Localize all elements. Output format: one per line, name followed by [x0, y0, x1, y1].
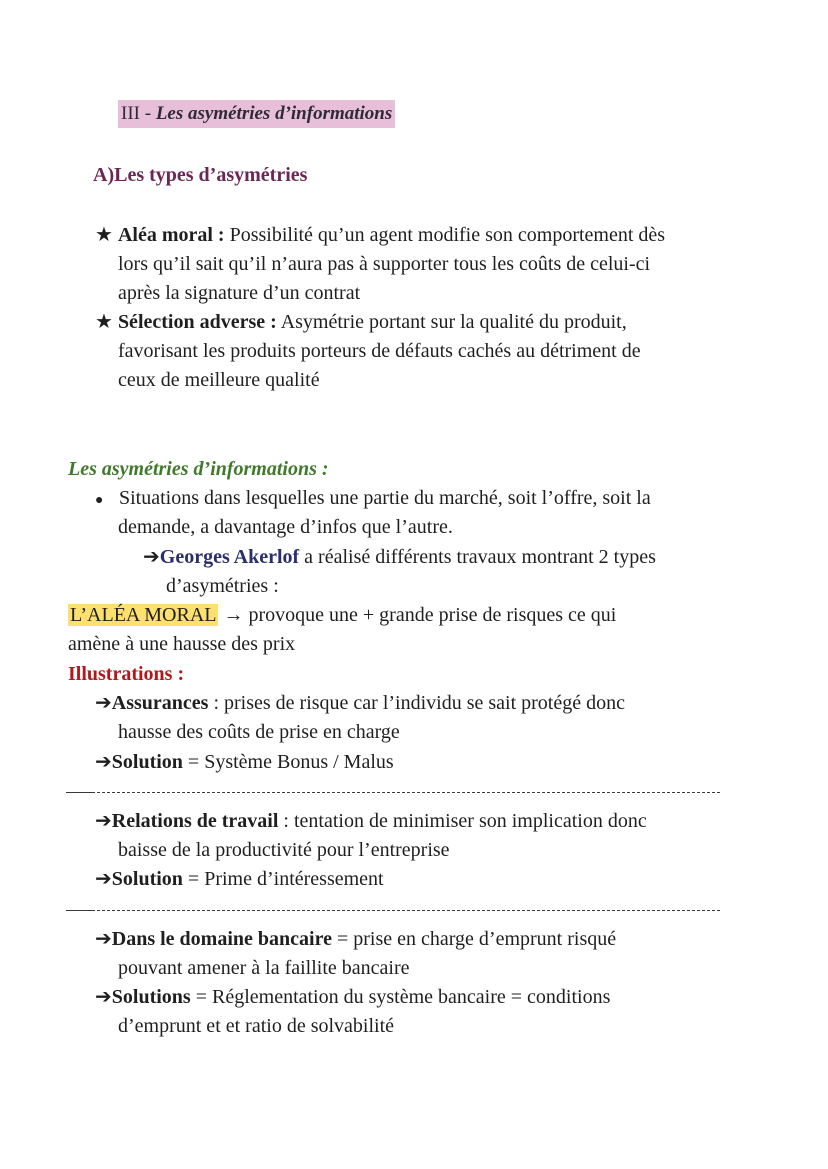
akerlof-name: Georges Akerlof — [159, 546, 300, 568]
section-numeral: III — [121, 103, 140, 124]
illustration-term: Solution — [111, 868, 183, 890]
subsection-title: Les types d’asymétries — [114, 164, 308, 186]
asymmetries-bullet — [95, 484, 651, 515]
illustration-text-line: baisse de la productivité pour l’entreprise — [118, 839, 450, 861]
arrow-icon: ➔ — [143, 546, 160, 568]
arrow-icon: ➔ — [95, 868, 112, 890]
section-title-text: Les asymétries d’informations — [155, 103, 393, 124]
illustration-term: Solution — [111, 751, 183, 773]
type-text: Asymétrie portant sur la qualité du produit, — [276, 311, 627, 333]
illustration-term: Relations de travail — [111, 810, 279, 832]
type-text-line: lors qu’il sait qu’il n’aura pas à supporter tous les coûts de celui-ci — [118, 253, 651, 275]
type-text-line: après la signature d’un contrat — [118, 282, 361, 304]
arrow-icon: ➔ — [95, 692, 112, 714]
type-term: Sélection adverse : — [117, 311, 277, 333]
illustration-text-line: hausse des coûts de prise en charge — [118, 721, 400, 743]
illustration-term: Dans le domaine bancaire — [111, 928, 332, 950]
illustration-item — [95, 807, 647, 836]
bullet-text-line: demande, a davantage d’infos que l’autre. — [118, 516, 453, 538]
illustration-text: : prises de risque car l’individu se sait protégé donc — [208, 692, 625, 714]
separator-lead — [66, 792, 92, 793]
alea-moral-highlight: L’ALÉA MORAL — [70, 604, 217, 626]
type-text-line: favorisant les produits porteurs de défauts cachés au détriment de — [118, 340, 641, 362]
illustration-text: = prise en charge d’emprunt risqué — [331, 928, 617, 950]
asymmetries-title: Les asymétries d’informations : — [68, 458, 329, 480]
alea-moral-text: → provoque une + grande prise de risques ce qui — [218, 604, 617, 626]
star-icon: ★ — [95, 224, 113, 246]
type-item-selection-adverse — [95, 308, 627, 337]
illustrations-title: Illustrations : — [68, 663, 185, 685]
illustration-item — [95, 748, 394, 777]
type-text: Possibilité qu’un agent modifie son comportement dès — [224, 224, 666, 246]
arrow-icon: ➔ — [95, 810, 112, 832]
arrow-icon: ➔ — [95, 928, 112, 950]
illustration-item — [95, 865, 384, 894]
illustration-text-line: pouvant amener à la faillite bancaire — [118, 957, 410, 979]
illustration-text: = Réglementation du système bancaire = conditions — [190, 986, 611, 1008]
illustration-text: : tentation de minimiser son implication donc — [278, 810, 647, 832]
separator-dashes — [92, 910, 720, 911]
alea-moral-line — [68, 601, 616, 630]
alea-moral-line-2: amène à une hausse des prix — [68, 633, 296, 655]
arrow-icon: ➔ — [95, 751, 112, 773]
type-item-alea-moral — [95, 221, 665, 250]
illustration-text-line: d’emprunt et et ratio de solvabilité — [118, 1015, 395, 1037]
illustration-text: = Prime d’intéressement — [182, 868, 384, 890]
subsection-heading — [93, 161, 307, 190]
section-separator: - — [139, 103, 156, 124]
separator-lead — [66, 910, 92, 911]
akerlof-line — [143, 543, 656, 572]
star-icon: ★ — [95, 311, 113, 333]
illustration-term: Assurances — [111, 692, 209, 714]
arrow-icon: ➔ — [95, 986, 112, 1008]
illustration-item — [95, 689, 625, 718]
illustration-term: Solutions — [111, 986, 191, 1008]
akerlof-text: a réalisé différents travaux montrant 2 types — [299, 546, 656, 568]
bullet-icon: ● — [95, 493, 104, 508]
illustration-text: = Système Bonus / Malus — [182, 751, 394, 773]
illustration-item — [95, 925, 616, 954]
separator-dashes — [92, 792, 720, 793]
subsection-letter: A) — [93, 164, 115, 186]
bullet-text: Situations dans lesquelles une partie du marché, soit l’offre, soit la — [119, 487, 651, 509]
section-title — [118, 100, 395, 128]
illustration-item — [95, 983, 610, 1012]
akerlof-line-2: d’asymétries : — [166, 575, 279, 597]
type-text-line: ceux de meilleure qualité — [118, 369, 320, 391]
type-term: Aléa moral : — [117, 224, 225, 246]
